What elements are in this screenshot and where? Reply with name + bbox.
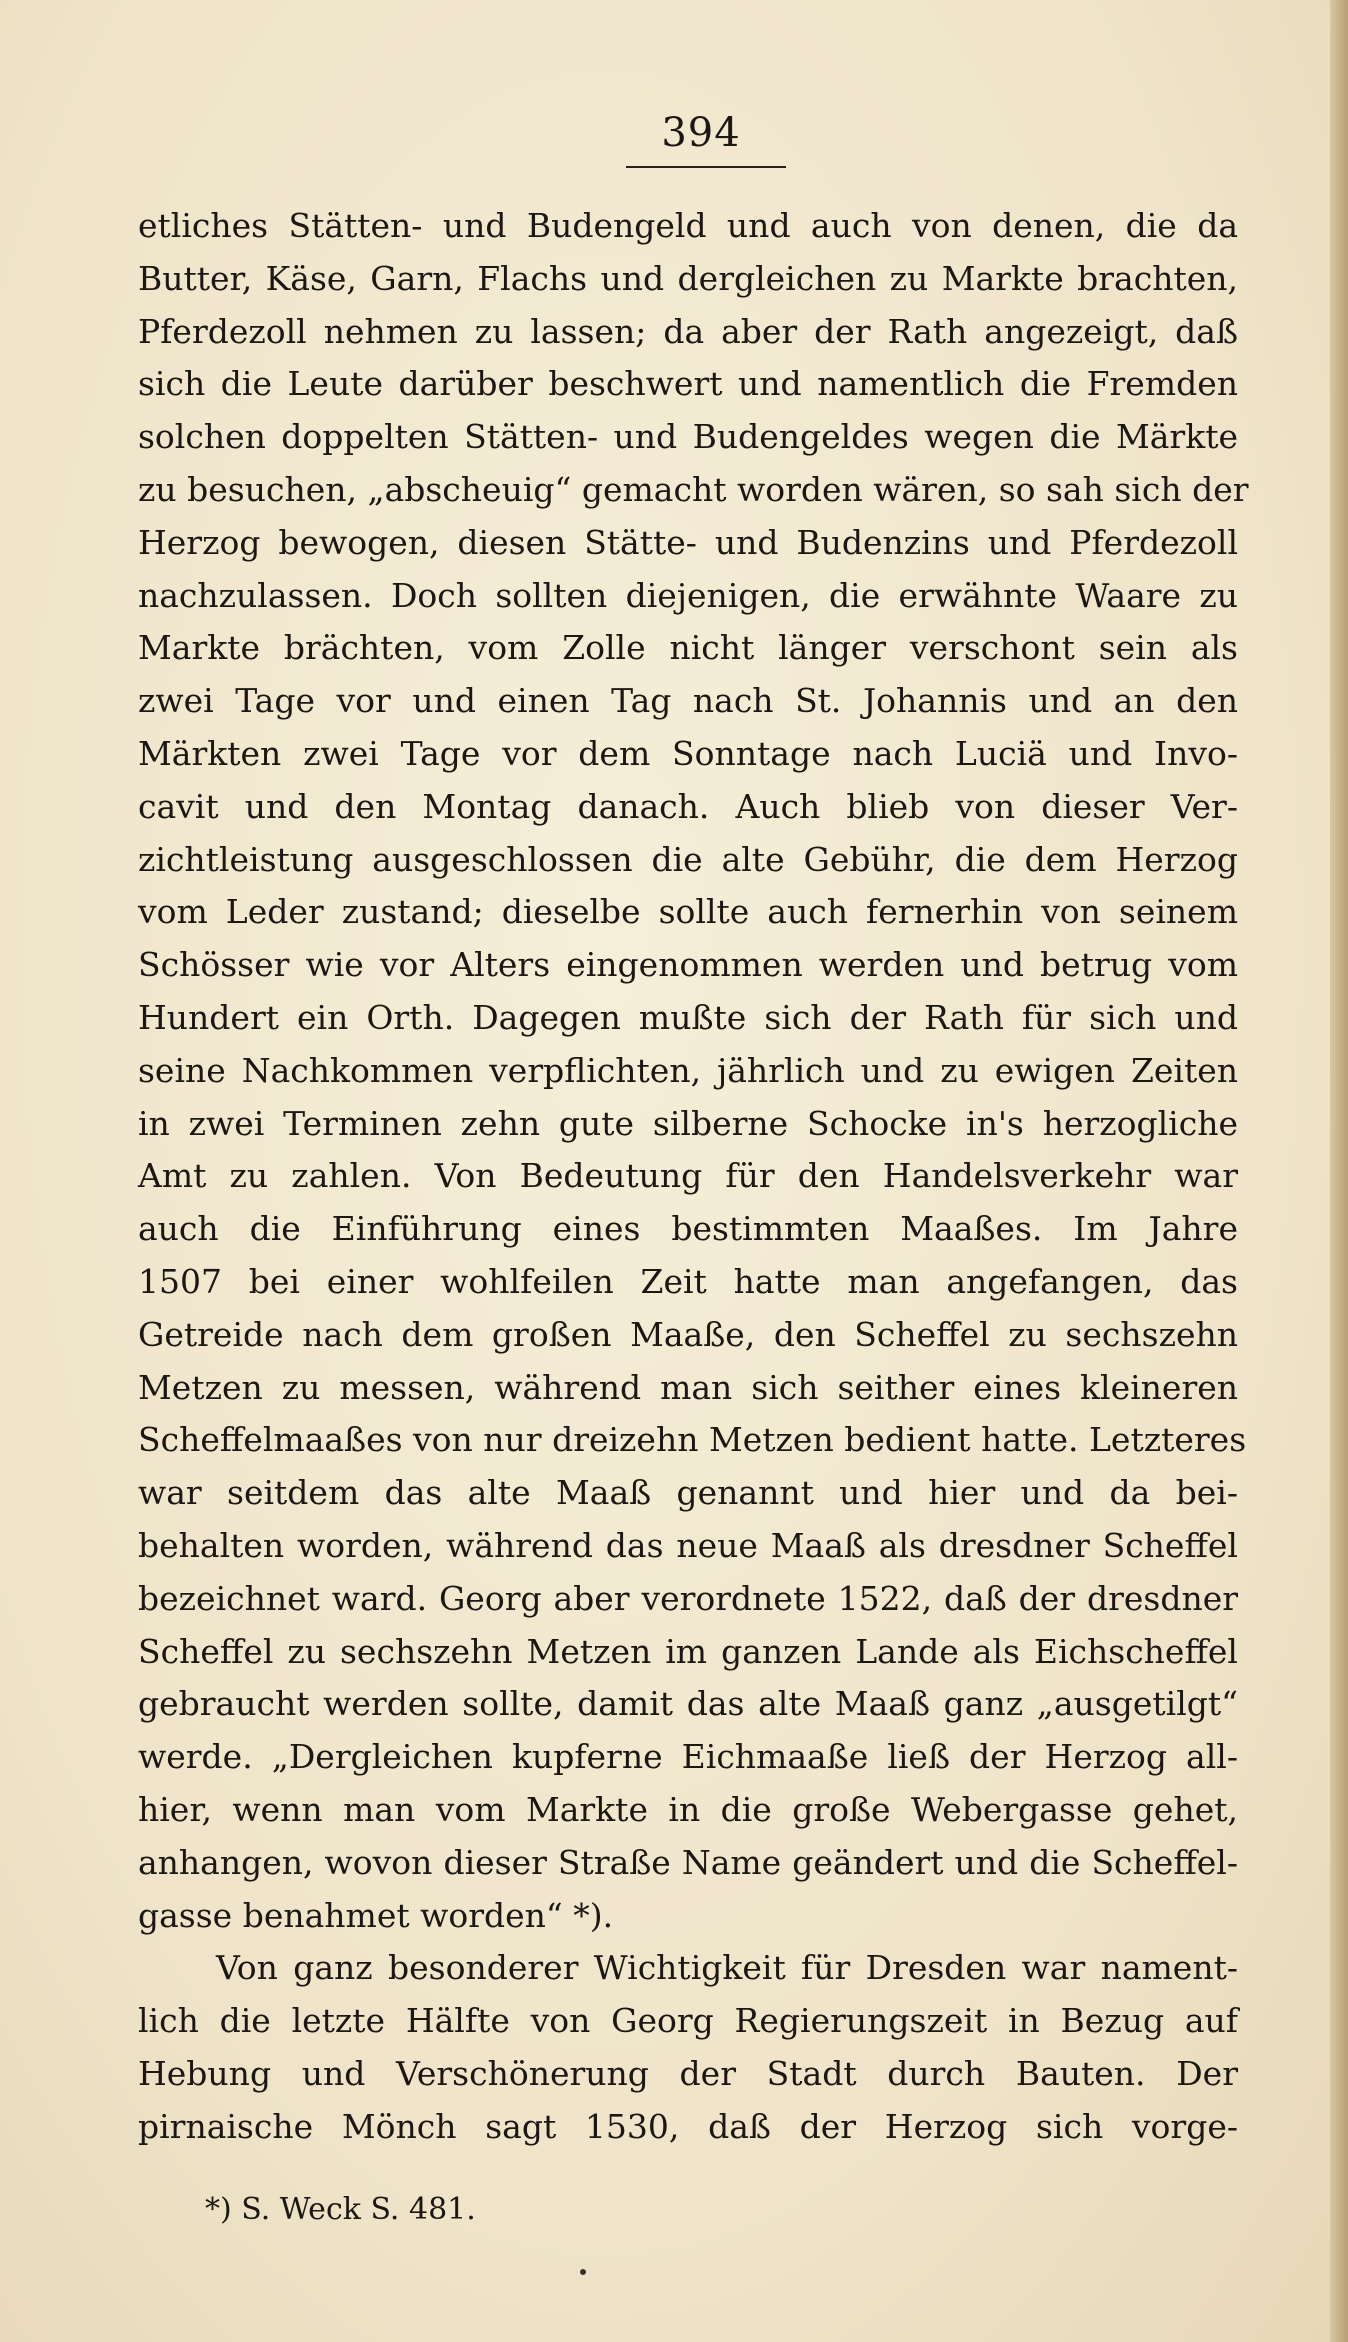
text-line: Hebung und Verschönerung der Stadt durch Bauten. Der — [138, 2053, 1238, 2093]
page-edge — [1330, 0, 1348, 2342]
text-line: war seitdem das alte Maaß genannt und hier und da bei- — [138, 1473, 1238, 1513]
text-line: Getreide nach dem großen Maaße, den Scheffel zu sechszehn — [138, 1314, 1238, 1354]
text-line: Märkten zwei Tage vor dem Sonntage nach Luciä und Invo- — [138, 733, 1238, 773]
text-line: Herzog bewogen, diesen Stätte- und Budenzins und Pferdezoll — [138, 522, 1238, 562]
page-number: 394 — [661, 110, 741, 156]
text-line: Von ganz besonderer Wichtigkeit für Dresden war nament- — [216, 1948, 1238, 1988]
text-line: 1507 bei einer wohlfeilen Zeit hatte man angefangen, das — [138, 1261, 1238, 1301]
ink-dot — [580, 2269, 586, 2275]
text-line: cavit und den Montag danach. Auch blieb von dieser Ver- — [138, 786, 1238, 826]
text-line: zu besuchen, „abscheuig“ gemacht worden wären, so sah sich der — [138, 469, 1249, 509]
body-text — [138, 200, 1249, 2153]
text-line: Scheffelmaaßes von nur dreizehn Metzen bedient hatte. Letzteres — [138, 1420, 1247, 1460]
footnote: *) S. Weck S. 481. — [205, 2192, 476, 2227]
text-line: seine Nachkommen verpflichten, jährlich und zu ewigen Zeiten — [138, 1050, 1238, 1090]
text-line: solchen doppelten Stätten- und Budengeldes wegen die Märkte — [138, 417, 1238, 457]
page-number-rule — [626, 166, 786, 168]
text-line: Pferdezoll nehmen zu lassen; da aber der Rath angezeigt, daß — [138, 311, 1238, 351]
text-line: Metzen zu messen, während man sich seither eines kleineren — [138, 1367, 1238, 1407]
text-line: pirnaische Mönch sagt 1530, daß der Herzog sich vorge- — [138, 2106, 1238, 2146]
text-line: zwei Tage vor und einen Tag nach St. Johannis und an den — [138, 681, 1238, 721]
text-line: Amt zu zahlen. Von Bedeutung für den Handelsverkehr war — [138, 1156, 1238, 1196]
text-line: bezeichnet ward. Georg aber verordnete 1522, daß der dresdner — [138, 1578, 1238, 1618]
text-line: Butter, Käse, Garn, Flachs und dergleichen zu Markte brachten, — [138, 258, 1238, 298]
text-line: in zwei Terminen zehn gute silberne Schocke in's herzogliche — [138, 1103, 1238, 1143]
text-line: Hundert ein Orth. Dagegen mußte sich der Rath für sich und — [138, 997, 1238, 1037]
text-line: sich die Leute darüber beschwert und namentlich die Fremden — [138, 364, 1238, 404]
text-line: Scheffel zu sechszehn Metzen im ganzen Lande als Eichscheffel — [138, 1631, 1238, 1671]
text-line: Schösser wie vor Alters eingenommen werden und betrug vom — [138, 945, 1238, 985]
text-line: gasse benahmet worden“ *). — [138, 1895, 614, 1935]
text-line: etliches Stätten- und Budengeld und auch von denen, die da — [138, 206, 1238, 245]
text-line: behalten worden, während das neue Maaß als dresdner Scheffel — [138, 1525, 1238, 1565]
text-line: auch die Einführung eines bestimmten Maaßes. Im Jahre — [138, 1209, 1238, 1249]
text-line: vom Leder zustand; dieselbe sollte auch fernerhin von seinem — [138, 892, 1238, 932]
text-line: nachzulassen. Doch sollten diejenigen, die erwähnte Waare zu — [138, 575, 1238, 615]
text-line: hier, wenn man vom Markte in die große Webergasse gehet, — [138, 1789, 1238, 1829]
text-line: zichtleistung ausgeschlossen die alte Gebühr, die dem Herzog — [138, 839, 1238, 879]
text-line: Markte brächten, vom Zolle nicht länger verschont sein als — [138, 628, 1238, 668]
text-line: lich die letzte Hälfte von Georg Regierungszeit in Bezug auf — [138, 2001, 1238, 2041]
paragraph-1 — [138, 200, 1249, 1942]
paragraph-2 — [138, 1942, 1238, 2153]
text-line: werde. „Dergleichen kupferne Eichmaaße ließ der Herzog all- — [138, 1737, 1238, 1777]
text-line: anhangen, wovon dieser Straße Name geändert und die Scheffel- — [138, 1842, 1238, 1882]
text-line: gebraucht werden sollte, damit das alte Maaß ganz „ausgetilgt“ — [138, 1684, 1238, 1724]
